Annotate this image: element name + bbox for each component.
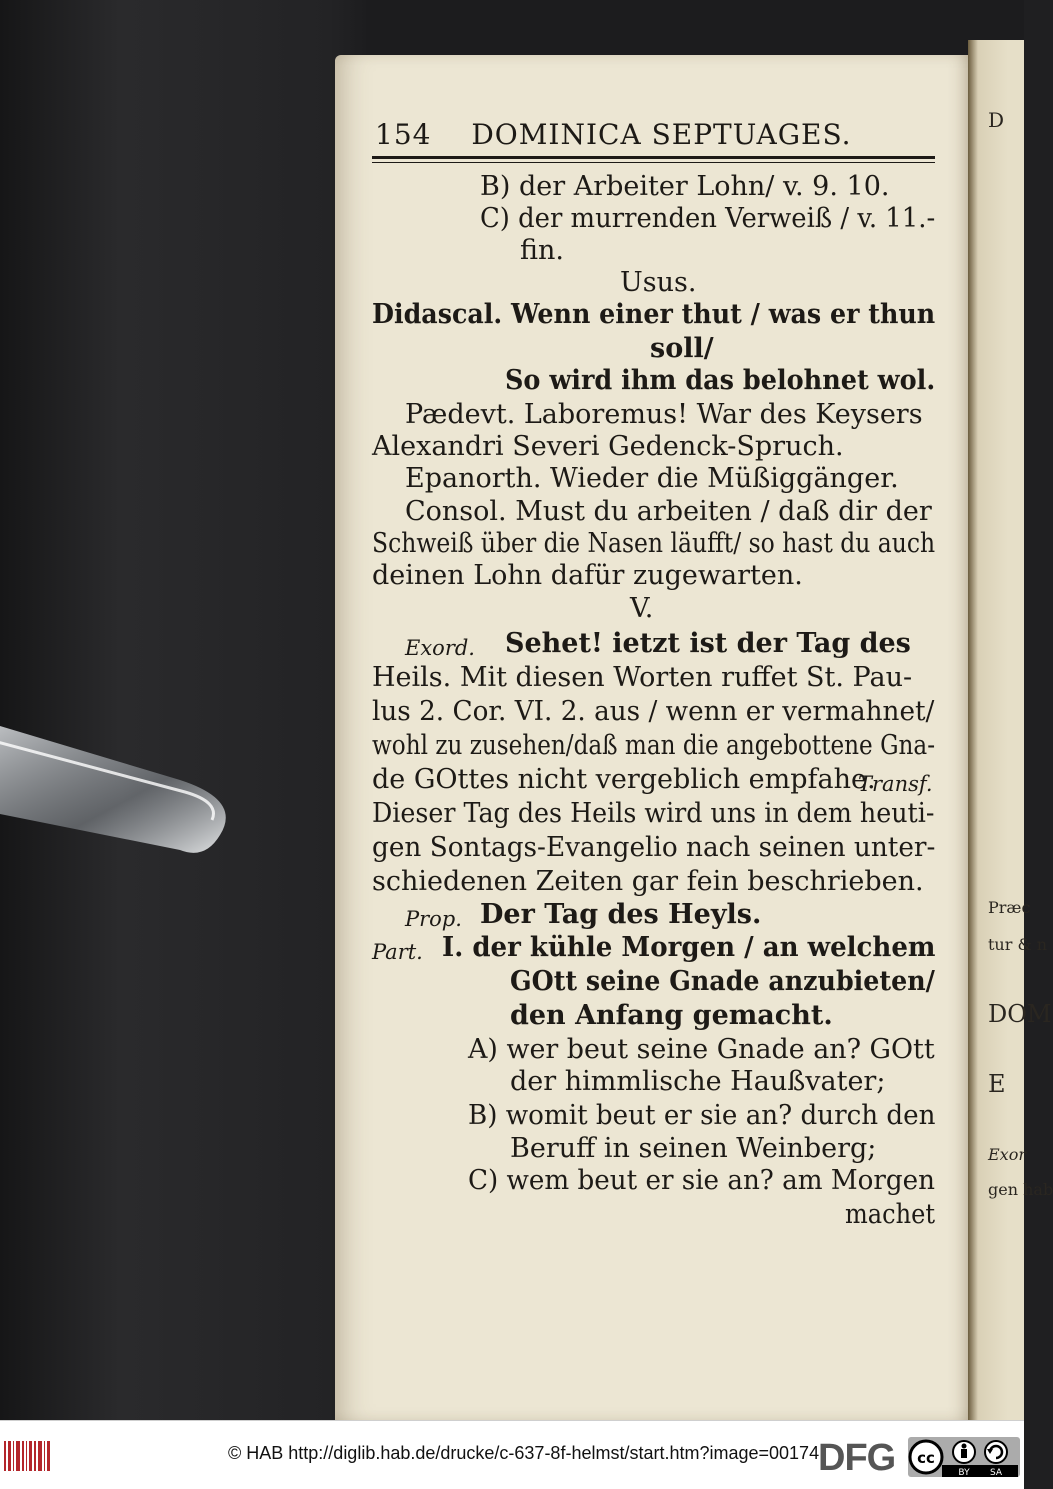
cc-icon — [910, 1441, 942, 1473]
svg-text:cc: cc — [917, 1449, 935, 1467]
header-rule — [372, 156, 935, 159]
sa-icon — [985, 1441, 1007, 1463]
adjacent-margin-fragment: Præc — [988, 898, 1031, 917]
text-line: Heils. Mit diesen Worten ruffet St. Pau- — [372, 662, 913, 693]
cc-license-badge[interactable] — [908, 1437, 1020, 1477]
text-line: B) der Arbeiter Lohn/ v. 9. 10. — [480, 171, 890, 202]
header-rule-thin — [372, 162, 935, 163]
text-line: gen Sontags-Evangelio nach seinen unter- — [372, 832, 936, 863]
text-line: So wird ihm das belohnet wol. — [505, 365, 936, 396]
text-line: B) womit beut er sie an? durch den — [468, 1100, 936, 1131]
adjacent-margin-fragment: E — [988, 1070, 1006, 1098]
footer-credit-link[interactable]: © HAB http://diglib.hab.de/drucke/c-637-8f-helmst/start.htm?image=00174 — [228, 1443, 820, 1463]
margin-note: Prop. — [405, 907, 462, 931]
text-line: fin. — [520, 235, 564, 266]
by-label: BY — [958, 1468, 970, 1478]
sa-label: SA — [989, 1468, 1003, 1478]
text-line: Sehet! ietzt ist der Tag des — [505, 628, 911, 659]
running-title: DOMINICA SEPTUAGES. — [471, 118, 852, 151]
text-line: schiedenen Zeiten gar fein beschrieben. — [372, 866, 924, 897]
text-line: der himmlische Haußvater; — [510, 1066, 886, 1097]
adjacent-margin-fragment: tur & n — [988, 935, 1048, 954]
text-line: Schweiß über die Nasen läufft/ so hast du auch — [372, 528, 936, 559]
adjacent-margin-fragment: Exor — [988, 1145, 1026, 1164]
text-line: GOtt seine Gnade anzubieten/ — [510, 966, 935, 997]
page-number: 154 — [375, 118, 432, 151]
adjacent-header-fragment: D — [988, 108, 1005, 132]
text-line: C) wem beut er sie an? am Morgen — [468, 1165, 936, 1196]
margin-note: Transf. — [858, 772, 933, 796]
hab-barcode-icon — [4, 1441, 50, 1471]
text-line: Alexandri Severi Gedenck-Spruch. — [372, 431, 844, 462]
text-line: machet — [845, 1199, 936, 1230]
text-line: Beruff in seinen Weinberg; — [510, 1133, 877, 1164]
text-line: Consol. Must du arbeiten / daß dir der — [405, 496, 932, 527]
text-line: Der Tag des Heyls. — [480, 899, 762, 930]
text-line: Pædevt. Laboremus! War des Keysers — [405, 399, 923, 430]
text-line: Didascal. Wenn einer thut / was er thun — [372, 299, 936, 330]
margin-note: Exord. — [405, 636, 475, 660]
text-line: de GOttes nicht vergeblich empfahe. — [372, 764, 876, 795]
text-line: den Anfang gemacht. — [510, 1000, 833, 1031]
text-line: Usus. — [620, 267, 697, 298]
text-line: wohl zu zusehen/daß man die angebottene Gna- — [372, 730, 936, 761]
text-line: V. — [630, 593, 654, 624]
text-line: deinen Lohn dafür zugewarten. — [372, 560, 803, 591]
adjacent-margin-fragment: gen hab — [988, 1180, 1053, 1199]
text-line: Epanorth. Wieder die Müßiggänger. — [405, 463, 899, 494]
adjacent-page-edge — [968, 40, 1053, 1420]
text-line: Dieser Tag des Heils wird uns in dem heuti- — [372, 798, 935, 829]
glass-page-clip — [0, 700, 250, 850]
footer-bar — [0, 1420, 1024, 1489]
margin-note: Part. — [372, 940, 423, 964]
text-line: lus 2. Cor. VI. 2. aus / wenn er vermahnet/ — [372, 696, 935, 727]
adjacent-margin-fragment: DOM — [988, 1000, 1052, 1028]
text-line: C) der murrenden Verweiß / v. 11.- — [480, 203, 936, 234]
text-line: soll/ — [650, 333, 714, 364]
dfg-logo: DFG — [818, 1437, 896, 1479]
by-icon — [953, 1441, 975, 1463]
text-line: I. der kühle Morgen / an welchem — [442, 932, 936, 963]
text-line: A) wer beut seine Gnade an? GOtt — [468, 1034, 935, 1065]
running-header — [375, 118, 935, 151]
